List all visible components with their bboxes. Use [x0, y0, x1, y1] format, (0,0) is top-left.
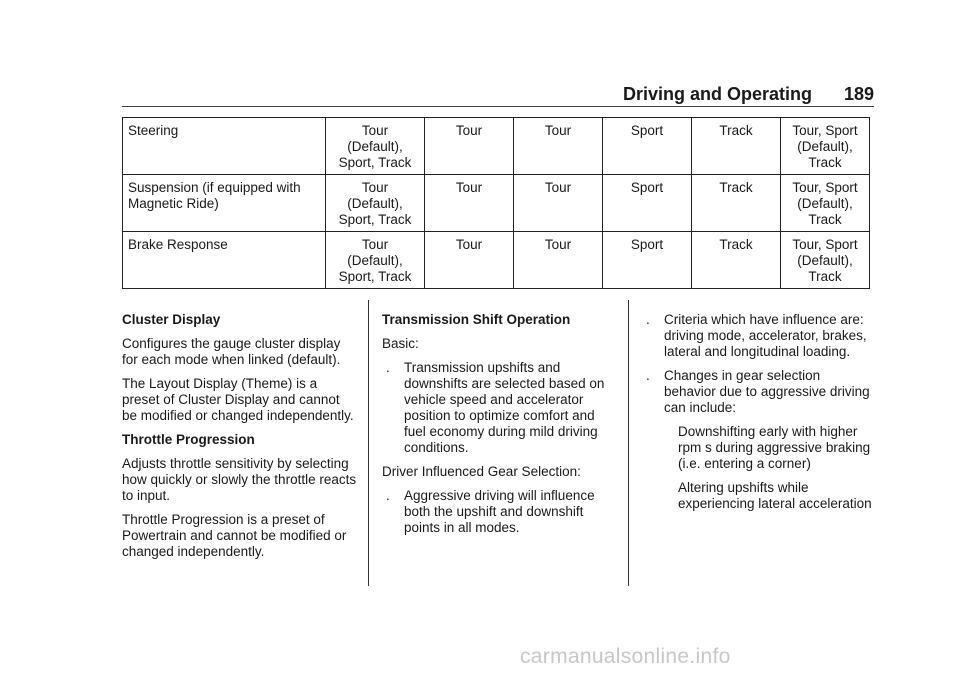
table-cell: Tour, Sport (Default), Track — [781, 118, 870, 175]
table-row — [123, 232, 870, 289]
list-item-text: Criteria which have influence are: driving mode, accelerator, brakes, lateral and longitudinal loading. — [664, 312, 867, 359]
table-cell: Sport — [603, 118, 692, 175]
table-cell: Track — [692, 118, 781, 175]
row-label: Steering — [123, 118, 326, 175]
table-cell: Tour — [514, 118, 603, 175]
table-cell: Tour (Default), Sport, Track — [326, 175, 425, 232]
row-label: Suspension (if equipped with Magnetic Ride) — [123, 175, 326, 232]
sub-item: Downshifting early with higher rpm s during aggressive braking (i.e. entering a corner) — [678, 424, 871, 471]
paragraph: Throttle Progression is a preset of Powertrain and cannot be modified or changed independently. — [122, 512, 347, 559]
watermark: carmanualsonline.info — [520, 645, 731, 668]
paragraph: Adjusts throttle sensitivity by selecting how quickly or slowly the throttle reacts to input. — [122, 456, 357, 503]
table-row — [123, 118, 870, 175]
paragraph: The Layout Display (Theme) is a preset of Cluster Display and cannot be modified or changed independently. — [122, 376, 354, 423]
transmission-shift-heading: Transmission Shift Operation — [382, 312, 571, 327]
table-cell: Tour — [425, 232, 514, 289]
table-cell: Tour, Sport (Default), Track — [781, 175, 870, 232]
bullet-mark: . — [646, 368, 650, 383]
table-cell: Tour, Sport (Default), Track — [781, 232, 870, 289]
paragraph: Basic: — [382, 336, 419, 351]
column-divider — [368, 300, 369, 586]
bullet-mark: . — [386, 360, 390, 375]
paragraph: Configures the gauge cluster display for each mode when linked (default). — [122, 336, 341, 367]
list-item — [642, 368, 874, 416]
row-label: Brake Response — [123, 232, 326, 289]
column-divider — [628, 300, 629, 586]
table-cell: Sport — [603, 175, 692, 232]
throttle-progression-heading: Throttle Progression — [122, 432, 255, 447]
text-column-2 — [382, 312, 618, 544]
sub-item: Altering upshifts while experiencing lateral acceleration — [678, 480, 872, 511]
bullet-mark: . — [646, 312, 650, 327]
list-item-text: Changes in gear selection behavior due to aggressive driving can include: — [664, 368, 870, 415]
table-cell: Tour (Default), Sport, Track — [326, 232, 425, 289]
table-cell: Sport — [603, 232, 692, 289]
list-item — [382, 360, 618, 456]
table-cell: Tour — [514, 232, 603, 289]
section-title: Driving and Operating — [622, 84, 812, 104]
table-cell: Tour — [425, 118, 514, 175]
page-number: 189 — [843, 84, 874, 104]
list-item — [642, 312, 874, 360]
table-cell: Tour (Default), Sport, Track — [326, 118, 425, 175]
table-cell: Tour — [514, 175, 603, 232]
drive-mode-settings-table — [122, 117, 870, 289]
cluster-display-heading: Cluster Display — [122, 312, 221, 327]
bullet-mark: . — [386, 488, 390, 503]
list-item-text: Aggressive driving will influence both the upshift and downshift points in all modes. — [404, 488, 595, 535]
table-cell: Track — [692, 232, 781, 289]
text-column-1 — [122, 312, 358, 568]
page-header — [122, 84, 874, 107]
list-item — [382, 488, 618, 536]
table-row — [123, 175, 870, 232]
paragraph: Driver Influenced Gear Selection: — [382, 464, 581, 479]
table-cell: Track — [692, 175, 781, 232]
text-column-3 — [642, 312, 874, 520]
list-item-text: Transmission upshifts and downshifts are selected based on vehicle speed and accelerator position to optimize comfort and fuel economy during mild driving conditions. — [404, 360, 605, 455]
table-cell: Tour — [425, 175, 514, 232]
